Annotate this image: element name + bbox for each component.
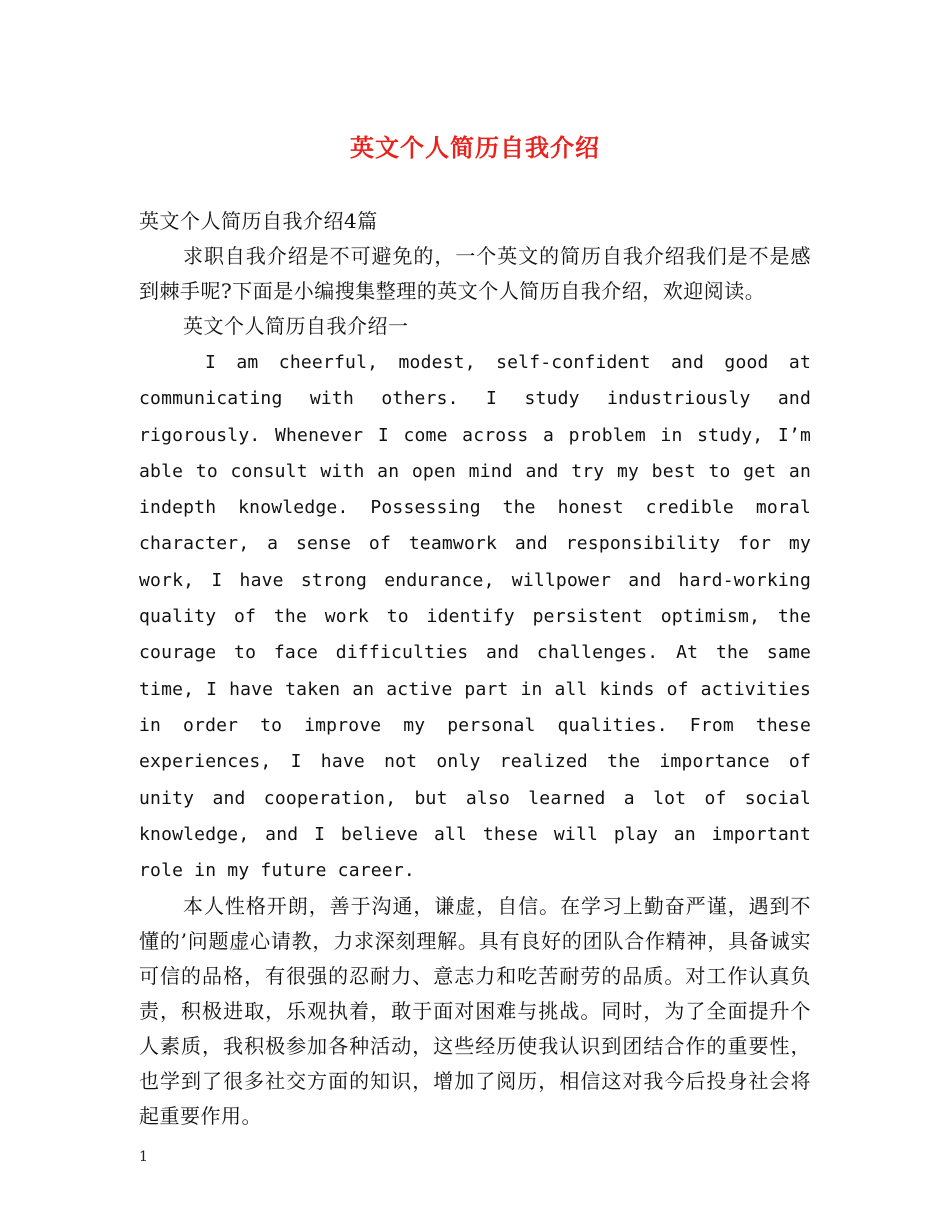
chinese-paragraph: 本人性格开朗，善于沟通，谦虚，自信。在学习上勤奋严谨，遇到不懂的’问题虚心请教，力求深刻理解。具有良好的团队合作精神，具备诚实可信的品格，有很强的忍耐力、意志力和吃苦耐劳的品质。对工作认真负责，积极进取，乐观执着，敢于面对困难与挑战。同时，为了全面提升个人素质，我积极参加各种活动，这些经历使我认识到团结合作的重要性，也学到了很多社交方面的知识，增加了阅历，相信这对我今后投身社会将起重要作用。 — [139, 894, 811, 1129]
subtitle-line: 英文个人简历自我介绍4篇 — [139, 209, 378, 233]
document-body — [139, 204, 811, 1134]
intro-paragraph: 求职自我介绍是不可避免的，一个英文的简历自我介绍我们是不是感到棘手呢?下面是小编搜集整理的英文个人简历自我介绍，欢迎阅读。 — [139, 244, 811, 303]
page-number: 1 — [139, 1149, 148, 1165]
english-paragraph: I am cheerful, modest, self-confident and good at communicating with others. I study industriously and rigorously. Whenever I come across a problem in study, I’m able to consult with an open mind and try my best to get an indepth knowledge. Possessing the honest credible moral character, a sense of teamwork and responsibility for my work, I have strong endurance, willpower and hard-working quality of the work to identify persistent optimism, the courage to face difficulties and challenges. At the same time, I have taken an active part in all kinds of activities in order to improve my personal qualities. From these experiences, I have not only realized the importance of unity and cooperation, but also learned a lot of social knowledge, and I believe all these will play an important role in my future career. — [139, 352, 811, 882]
document-title: 英文个人简历自我介绍 — [350, 133, 600, 162]
section-heading: 英文个人简历自我介绍一 — [183, 314, 409, 338]
